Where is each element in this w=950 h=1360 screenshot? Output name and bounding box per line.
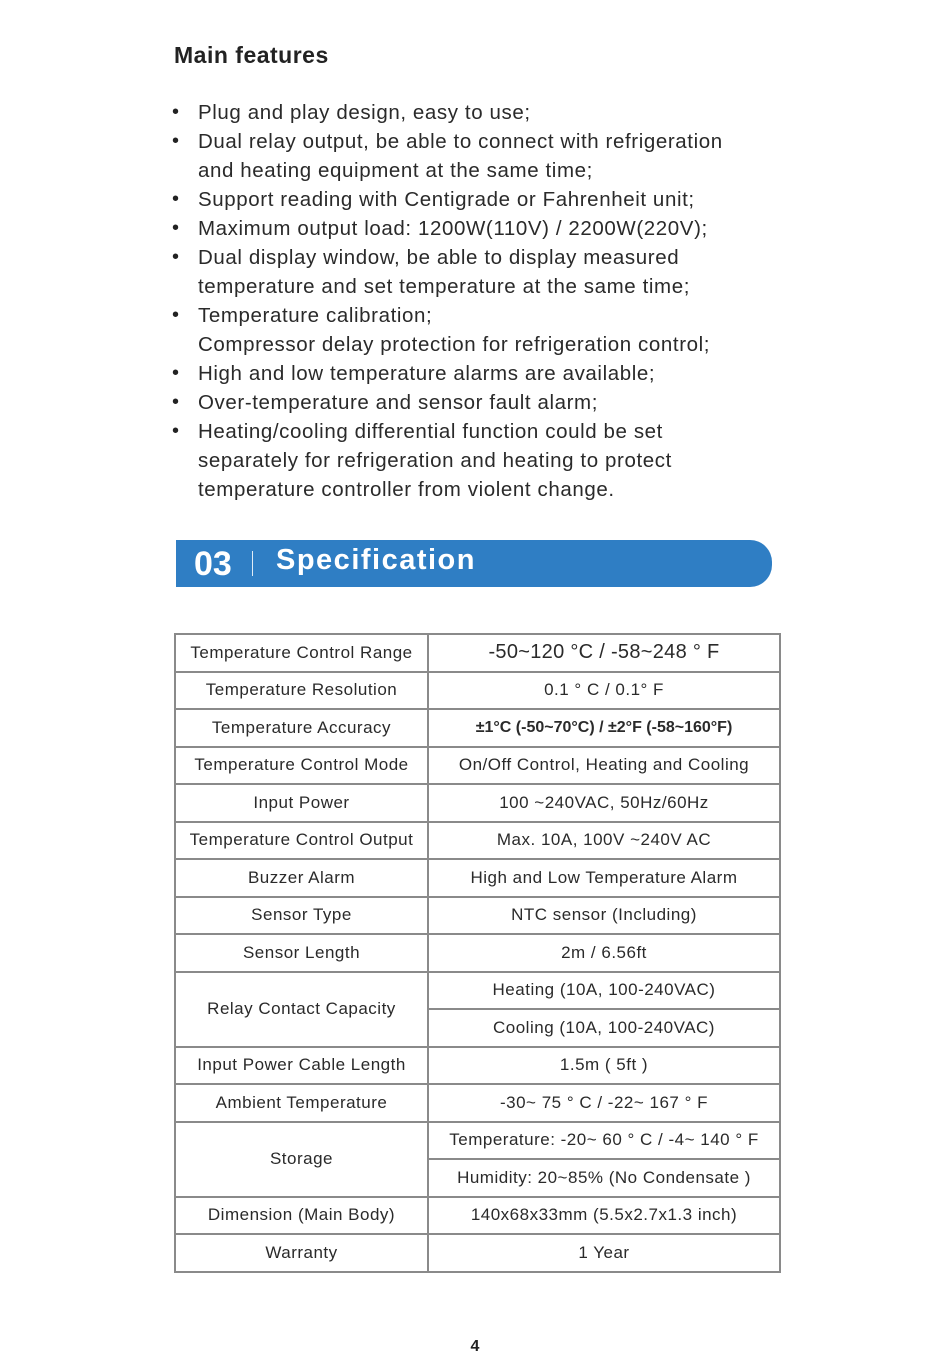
spec-label: Input Power	[175, 784, 428, 822]
page-number: 4	[470, 1338, 480, 1355]
spec-value: 100 ~240VAC, 50Hz/60Hz	[428, 784, 780, 822]
spec-value: High and Low Temperature Alarm	[428, 859, 780, 897]
specification-table	[174, 633, 781, 1273]
feature-item	[172, 185, 792, 214]
spec-row	[175, 822, 780, 860]
spec-value: -30~ 75 ° C / -22~ 167 ° F	[428, 1084, 780, 1122]
spec-row	[175, 859, 780, 897]
feature-text: separately for refrigeration and heating to protect	[198, 449, 672, 472]
spec-row	[175, 1234, 780, 1272]
spec-row	[175, 934, 780, 972]
spec-value: 0.1 ° C / 0.1° F	[428, 672, 780, 710]
spec-label: Temperature Control Output	[175, 822, 428, 860]
spec-value: Temperature: -20~ 60 ° C / -4~ 140 ° F	[428, 1122, 780, 1160]
feature-text: Compressor delay protection for refrigeration control;	[198, 333, 711, 356]
spec-row	[175, 1197, 780, 1235]
spec-value: NTC sensor (Including)	[428, 897, 780, 935]
spec-label: Dimension (Main Body)	[175, 1197, 428, 1235]
feature-item	[172, 98, 792, 127]
feature-item	[172, 417, 792, 504]
features-list	[172, 98, 792, 504]
spec-row	[175, 1122, 780, 1160]
spec-row	[175, 1084, 780, 1122]
bullet-icon: •	[172, 362, 180, 384]
feature-text: Plug and play design, easy to use;	[198, 101, 531, 124]
spec-value: 1.5m ( 5ft )	[428, 1047, 780, 1085]
spec-value: Humidity: 20~85% (No Condensate )	[428, 1159, 780, 1197]
bullet-icon: •	[172, 420, 180, 442]
spec-value: 2m / 6.56ft	[428, 934, 780, 972]
spec-value: Cooling (10A, 100-240VAC)	[428, 1009, 780, 1047]
spec-label: Sensor Length	[175, 934, 428, 972]
spec-label: Temperature Resolution	[175, 672, 428, 710]
spec-label: Sensor Type	[175, 897, 428, 935]
section-title: Specification	[276, 544, 476, 576]
bullet-icon: •	[172, 246, 180, 268]
spec-value: 1 Year	[428, 1234, 780, 1272]
bullet-icon: •	[172, 101, 180, 123]
feature-item	[172, 301, 792, 359]
spec-label: Temperature Accuracy	[175, 709, 428, 747]
feature-text: Support reading with Centigrade or Fahrenheit unit;	[198, 188, 695, 211]
spec-value: Heating (10A, 100-240VAC)	[428, 972, 780, 1010]
spec-label: Temperature Control Range	[175, 634, 428, 672]
feature-text: High and low temperature alarms are available;	[198, 362, 656, 385]
feature-text: Dual relay output, be able to connect with refrigeration	[198, 130, 723, 153]
spec-label: Input Power Cable Length	[175, 1047, 428, 1085]
spec-row	[175, 784, 780, 822]
feature-item	[172, 127, 792, 185]
section-number: 03	[194, 545, 232, 583]
feature-text: Over-temperature and sensor fault alarm;	[198, 391, 598, 414]
spec-label: Relay Contact Capacity	[175, 972, 428, 1047]
bullet-icon: •	[172, 391, 180, 413]
feature-item	[172, 243, 792, 301]
spec-label: Temperature Control Mode	[175, 747, 428, 785]
spec-row	[175, 972, 780, 1010]
bullet-icon: •	[172, 217, 180, 239]
bullet-icon: •	[172, 304, 180, 326]
spec-row	[175, 672, 780, 710]
feature-text: Temperature calibration;	[198, 304, 433, 327]
feature-text: temperature and set temperature at the same time;	[198, 275, 691, 298]
feature-text: temperature controller from violent change.	[198, 478, 615, 501]
spec-value: Max. 10A, 100V ~240V AC	[428, 822, 780, 860]
specification-banner	[176, 540, 772, 587]
spec-label: Ambient Temperature	[175, 1084, 428, 1122]
feature-text: Maximum output load: 1200W(110V) / 2200W(220V);	[198, 217, 708, 240]
spec-label: Warranty	[175, 1234, 428, 1272]
spec-row	[175, 747, 780, 785]
spec-value: 140x68x33mm (5.5x2.7x1.3 inch)	[428, 1197, 780, 1235]
main-features-heading: Main features	[174, 42, 329, 68]
spec-value: ±1°C (-50~70°C) / ±2°F (-58~160°F)	[428, 709, 780, 747]
spec-row	[175, 709, 780, 747]
spec-row	[175, 1047, 780, 1085]
feature-item	[172, 359, 792, 388]
spec-row	[175, 634, 780, 672]
bullet-icon: •	[172, 130, 180, 152]
feature-item	[172, 388, 792, 417]
feature-item	[172, 214, 792, 243]
spec-label: Storage	[175, 1122, 428, 1197]
feature-text: Dual display window, be able to display measured	[198, 246, 680, 269]
spec-row	[175, 897, 780, 935]
bullet-icon: •	[172, 188, 180, 210]
spec-value: -50~120 °C / -58~248 ° F	[428, 634, 780, 672]
banner-divider	[252, 551, 253, 576]
spec-label: Buzzer Alarm	[175, 859, 428, 897]
feature-text: Heating/cooling differential function could be set	[198, 420, 663, 443]
feature-text: and heating equipment at the same time;	[198, 159, 593, 182]
spec-value: On/Off Control, Heating and Cooling	[428, 747, 780, 785]
